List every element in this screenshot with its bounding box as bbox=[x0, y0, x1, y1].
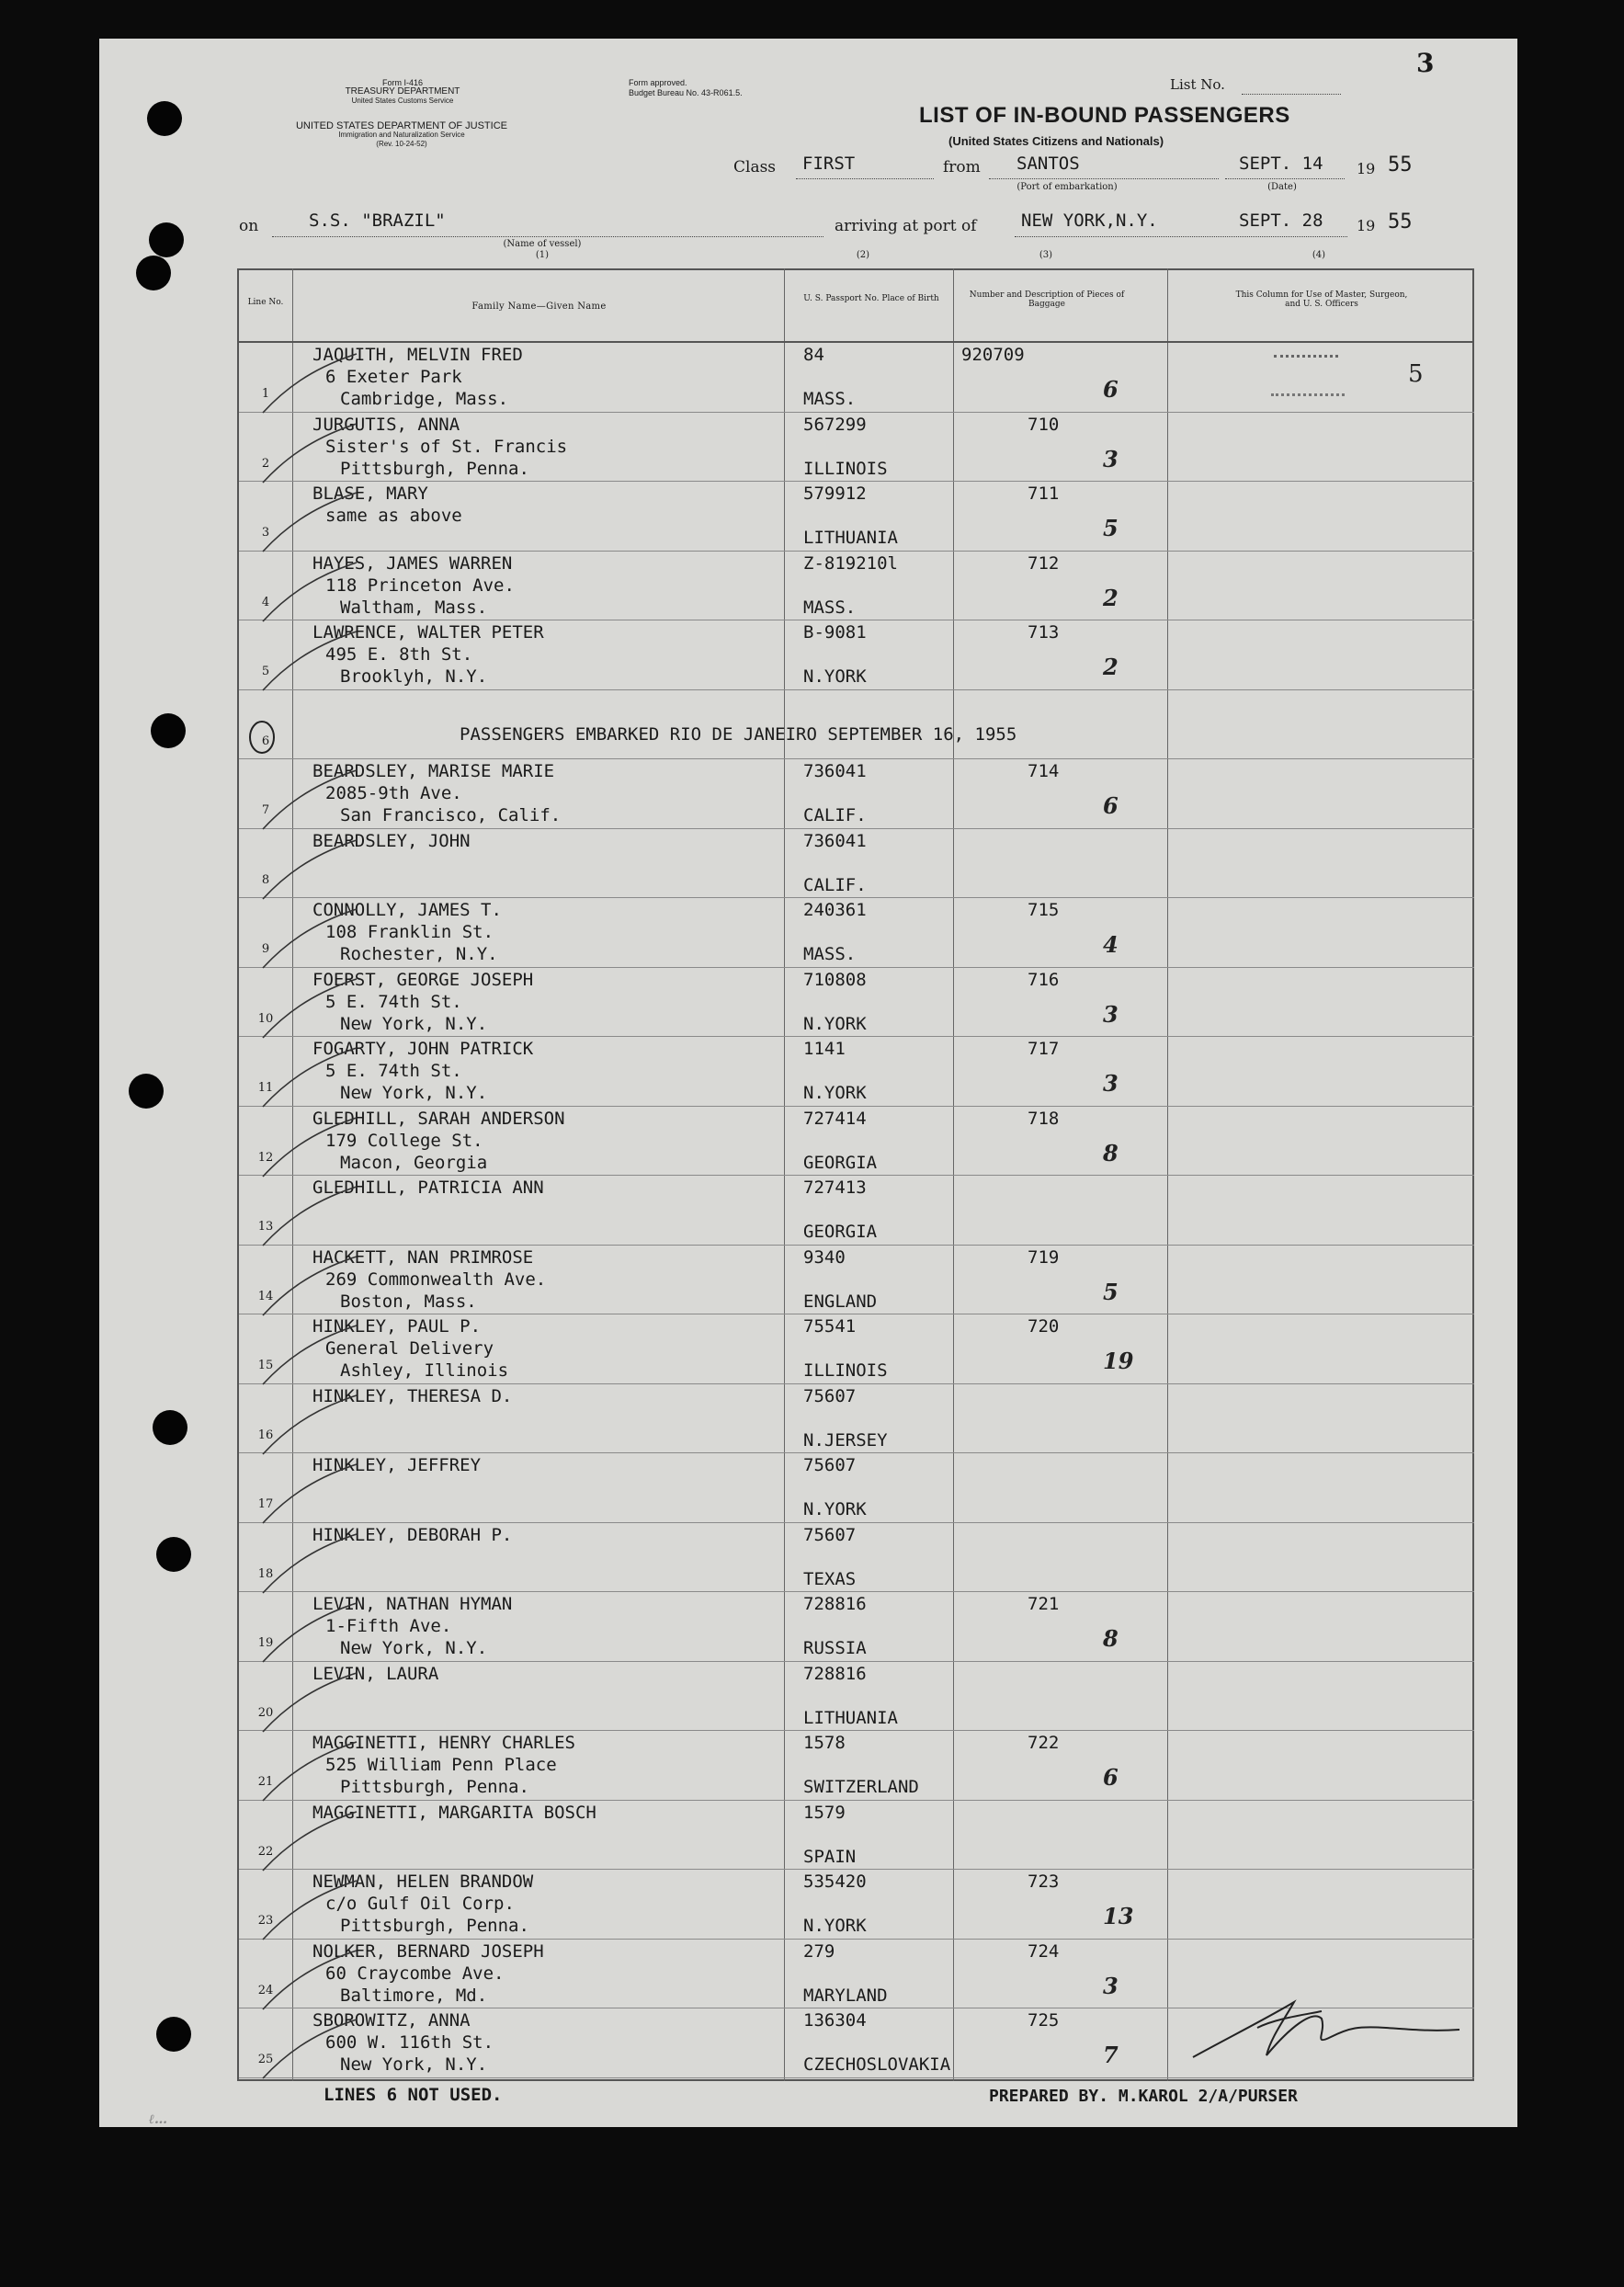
row-rule bbox=[239, 967, 1474, 968]
place-of-birth: ILLINOIS bbox=[803, 1360, 888, 1381]
from-value: SANTOS bbox=[1016, 154, 1080, 174]
passenger-address-line2: New York, N.Y. bbox=[340, 1083, 488, 1103]
passport-number: 727413 bbox=[803, 1178, 867, 1198]
passenger-name: FOGARTY, JOHN PATRICK bbox=[312, 1039, 534, 1059]
row-rule bbox=[239, 1591, 1474, 1592]
passenger-name: HAYES, JAMES WARREN bbox=[312, 552, 513, 574]
baggage-pieces: 6 bbox=[1103, 376, 1119, 403]
embark-note: PASSENGERS EMBARKED RIO DE JANEIRO SEPTEMBER 16, 1955 bbox=[460, 724, 1017, 745]
place-of-birth: MASS. bbox=[803, 389, 857, 409]
check-mark-icon bbox=[256, 1116, 366, 1180]
place-of-birth: ILLINOIS bbox=[803, 458, 888, 479]
line-number: 18 bbox=[257, 1566, 274, 1581]
baggage-pieces: 13 bbox=[1103, 1903, 1134, 1929]
row-rule bbox=[239, 1383, 1474, 1384]
place-of-birth: LITHUANIA bbox=[803, 528, 898, 548]
line-number: 12 bbox=[257, 1150, 274, 1165]
row-rule bbox=[239, 412, 1474, 413]
passenger-address-line2: New York, N.Y. bbox=[340, 1013, 488, 1034]
punch-hole bbox=[136, 256, 171, 290]
place-of-birth: RUSSIA bbox=[803, 1638, 867, 1658]
list-no-label: List No. bbox=[1170, 76, 1225, 93]
line-number: 6 bbox=[261, 734, 270, 748]
passenger-address-line1: 2085-9th Ave. bbox=[325, 783, 462, 803]
check-mark-icon bbox=[256, 1394, 366, 1458]
punch-hole bbox=[153, 1410, 187, 1445]
row-rule bbox=[239, 1452, 1474, 1453]
col-name: Family Name—Given Name bbox=[471, 302, 607, 312]
place-of-birth: N.YORK bbox=[803, 1499, 867, 1519]
baggage-number: 721 bbox=[1028, 1594, 1060, 1614]
check-mark-icon bbox=[256, 1462, 366, 1527]
depart-date: SEPT. 14 bbox=[1239, 154, 1323, 174]
place-of-birth: CALIF. bbox=[803, 874, 867, 895]
punch-hole bbox=[156, 1537, 191, 1572]
line-number: 24 bbox=[257, 1983, 274, 1997]
check-mark-icon bbox=[256, 1671, 366, 1735]
date-caption: (Date) bbox=[1267, 182, 1297, 192]
place-of-birth: N.YORK bbox=[803, 666, 867, 687]
passport-number: B-9081 bbox=[803, 622, 867, 643]
passenger-address-line1: 60 Craycombe Ave. bbox=[325, 1963, 505, 1984]
port-caption: (Port of embarkation) bbox=[1016, 182, 1118, 192]
caption-1: (1) bbox=[535, 250, 550, 260]
line-number: 5 bbox=[261, 665, 270, 678]
punch-hole bbox=[149, 222, 184, 257]
passport-number: 567299 bbox=[803, 414, 867, 435]
row-rule bbox=[239, 1800, 1474, 1801]
baggage-pieces: 5 bbox=[1103, 515, 1119, 541]
baggage-number: 712 bbox=[1028, 552, 1060, 574]
row-rule bbox=[239, 1661, 1474, 1662]
margin-scribble: ℓ… bbox=[149, 2112, 167, 2127]
line-number: 25 bbox=[257, 2053, 274, 2066]
line-number: 7 bbox=[261, 803, 270, 817]
baggage-number: 724 bbox=[1028, 1940, 1060, 1962]
check-mark-icon bbox=[256, 768, 366, 833]
passenger-name: GLEDHILL, SARAH ANDERSON bbox=[312, 1108, 565, 1129]
passport-number: 84 bbox=[803, 345, 824, 365]
punch-hole bbox=[151, 713, 186, 748]
line-number: 3 bbox=[261, 526, 270, 540]
on-label: on bbox=[239, 217, 259, 235]
passenger-name: BEARDSLEY, JOHN bbox=[312, 830, 471, 851]
place-of-birth: SWITZERLAND bbox=[803, 1777, 919, 1797]
baggage-number: 710 bbox=[1028, 414, 1060, 435]
passenger-address-line2: Waltham, Mass. bbox=[340, 597, 488, 618]
passenger-name: BEARDSLEY, MARISE MARIE bbox=[312, 761, 555, 781]
check-mark-icon bbox=[256, 1255, 366, 1319]
place-of-birth: TEXAS bbox=[803, 1568, 857, 1589]
page-title: LIST OF IN-BOUND PASSENGERS bbox=[919, 103, 1290, 128]
row-rule bbox=[239, 481, 1474, 482]
date-underline bbox=[1225, 178, 1345, 179]
officer-stamp-smudge bbox=[1274, 355, 1338, 361]
passenger-address-line2: Brooklyh, N.Y. bbox=[340, 666, 488, 687]
class-underline bbox=[796, 178, 934, 179]
passenger-name: HACKETT, NAN PRIMROSE bbox=[312, 1246, 534, 1268]
baggage-pieces: 8 bbox=[1103, 1625, 1119, 1652]
passenger-name: SBOROWITZ, ANNA bbox=[312, 2010, 471, 2031]
passport-number: 1579 bbox=[803, 1802, 846, 1823]
class-value: FIRST bbox=[802, 154, 856, 174]
line-number: 11 bbox=[257, 1081, 274, 1095]
baggage-pieces: 19 bbox=[1103, 1348, 1134, 1374]
baggage-number: 715 bbox=[1028, 900, 1060, 920]
passenger-name: GLEDHILL, PATRICIA ANN bbox=[312, 1178, 544, 1198]
check-mark-icon bbox=[256, 907, 366, 972]
line-number: 4 bbox=[261, 595, 270, 609]
passenger-address-line1: 179 College St. bbox=[325, 1130, 483, 1151]
punch-hole bbox=[147, 101, 182, 136]
passenger-address-line2: San Francisco, Calif. bbox=[340, 805, 562, 825]
passport-number: 728816 bbox=[803, 1594, 867, 1614]
arrival-port: NEW YORK,N.Y. bbox=[1021, 210, 1158, 231]
passport-number: 136304 bbox=[803, 2010, 867, 2031]
line-number: 19 bbox=[257, 1636, 274, 1650]
check-mark-icon bbox=[256, 2018, 366, 2082]
passport-number: 710808 bbox=[803, 969, 867, 990]
check-mark-icon bbox=[256, 1185, 366, 1249]
line-number: 20 bbox=[257, 1705, 274, 1720]
passenger-address-line2: Ashley, Illinois bbox=[340, 1360, 509, 1381]
check-mark-icon bbox=[256, 1879, 366, 1943]
passenger-name: LEVIN, LAURA bbox=[312, 1663, 439, 1684]
passenger-address-line2: Pittsburgh, Penna. bbox=[340, 458, 529, 479]
baggage-pieces: 5 bbox=[1103, 1278, 1119, 1305]
check-mark-icon bbox=[256, 1532, 366, 1597]
passenger-name: HINKLEY, JEFFREY bbox=[312, 1455, 482, 1475]
passport-number: 75607 bbox=[803, 1455, 857, 1475]
check-mark-icon bbox=[256, 1810, 366, 1874]
line-number: 22 bbox=[257, 1844, 274, 1859]
place-of-birth: GEORGIA bbox=[803, 1152, 878, 1173]
passenger-name: BLASE, MARY bbox=[312, 484, 428, 504]
passenger-address-line1: 6 Exeter Park bbox=[325, 367, 462, 387]
passport-number: 736041 bbox=[803, 830, 867, 851]
baggage-number: 711 bbox=[1028, 484, 1060, 504]
vessel-name: S.S. "BRAZIL" bbox=[309, 210, 446, 231]
check-mark-icon bbox=[256, 1046, 366, 1110]
passport-number: 579912 bbox=[803, 484, 867, 504]
row-rule bbox=[239, 1245, 1474, 1246]
baggage-pieces: 3 bbox=[1103, 445, 1119, 472]
form-block: Form I-416 TREASURY DEPARTMENT United States Customs Service bbox=[345, 78, 460, 105]
passport-number: 535420 bbox=[803, 1872, 867, 1892]
row-rule bbox=[239, 1730, 1474, 1731]
signature-icon bbox=[1175, 1991, 1469, 2065]
col-officers: This Column for Use of Master, Surgeon, and U. S. Officers bbox=[1235, 290, 1408, 309]
passenger-address-line2: Rochester, N.Y. bbox=[340, 944, 498, 964]
passport-number: 736041 bbox=[803, 761, 867, 781]
row-rule bbox=[239, 1522, 1474, 1523]
line-number: 15 bbox=[257, 1359, 274, 1372]
check-mark-icon bbox=[256, 838, 366, 903]
line-number: 2 bbox=[261, 456, 270, 471]
col-baggage: Number and Description of Pieces of Baggage bbox=[969, 290, 1125, 309]
baggage-pieces: 6 bbox=[1103, 1764, 1119, 1791]
line-number: 14 bbox=[257, 1289, 274, 1303]
baggage-pieces: 7 bbox=[1103, 2042, 1119, 2068]
place-of-birth: MASS. bbox=[803, 944, 857, 964]
row-rule bbox=[239, 828, 1474, 829]
baggage-pieces: 4 bbox=[1103, 931, 1119, 958]
arrival-underline bbox=[1015, 236, 1347, 237]
line-number: 16 bbox=[257, 1428, 274, 1442]
passenger-address-line2: Boston, Mass. bbox=[340, 1291, 477, 1312]
row-rule bbox=[239, 2077, 1474, 2078]
caption-4: (4) bbox=[1312, 250, 1326, 260]
arriving-label: arriving at port of bbox=[835, 217, 977, 235]
passenger-address-line1: 525 William Penn Place bbox=[325, 1755, 557, 1775]
line-number: 23 bbox=[257, 1914, 274, 1928]
row-rule bbox=[239, 1939, 1474, 1940]
passenger-address-line2: Macon, Georgia bbox=[340, 1152, 488, 1173]
line-number: 1 bbox=[261, 387, 270, 401]
baggage-number: 720 bbox=[1028, 1316, 1060, 1337]
circle-mark-icon bbox=[244, 717, 281, 757]
passenger-address-line1: 1-Fifth Ave. bbox=[325, 1616, 452, 1636]
passenger-name: NOLKER, BERNARD JOSEPH bbox=[312, 1940, 544, 1962]
passenger-name: LEVIN, NATHAN HYMAN bbox=[312, 1594, 513, 1614]
check-mark-icon bbox=[256, 977, 366, 1041]
year-prefix-2: 19 bbox=[1357, 217, 1376, 234]
check-mark-icon bbox=[256, 352, 366, 416]
header-rule bbox=[237, 341, 1474, 343]
class-label: Class bbox=[733, 158, 777, 176]
footer-left-note: LINES 6 NOT USED. bbox=[324, 2085, 503, 2105]
passenger-name: JAQUITH, MELVIN FRED bbox=[312, 345, 523, 365]
line-number: 17 bbox=[257, 1497, 274, 1511]
passport-number: 279 bbox=[803, 1940, 835, 1962]
place-of-birth: N.JERSEY bbox=[803, 1429, 888, 1451]
passenger-address-line1: General Delivery bbox=[325, 1338, 494, 1359]
arrival-date: SEPT. 28 bbox=[1239, 210, 1323, 231]
place-of-birth: MARYLAND bbox=[803, 1985, 888, 2006]
row-rule bbox=[239, 1869, 1474, 1870]
manifest-page bbox=[99, 39, 1517, 2127]
passport-number: 727414 bbox=[803, 1108, 867, 1129]
place-of-birth: ENGLAND bbox=[803, 1291, 878, 1312]
col-passport: U. S. Passport No. Place of Birth bbox=[803, 294, 939, 303]
row-rule bbox=[239, 1036, 1474, 1037]
check-mark-icon bbox=[256, 422, 366, 486]
line-number: 13 bbox=[257, 1220, 274, 1234]
row-rule bbox=[239, 1175, 1474, 1176]
baggage-number: 725 bbox=[1028, 2010, 1060, 2031]
vessel-underline bbox=[272, 236, 823, 237]
from-label: from bbox=[943, 158, 981, 176]
place-of-birth: N.YORK bbox=[803, 1013, 867, 1034]
place-of-birth: N.YORK bbox=[803, 1916, 867, 1936]
row-rule bbox=[239, 689, 1474, 690]
officer-mark: 5 bbox=[1408, 360, 1424, 388]
baggage-number: 719 bbox=[1028, 1246, 1060, 1268]
passport-number: 1578 bbox=[803, 1733, 846, 1753]
baggage-pieces: 3 bbox=[1103, 1972, 1119, 1999]
passenger-address-line1: 5 E. 74th St. bbox=[325, 991, 462, 1012]
check-mark-icon bbox=[256, 491, 366, 555]
approval-note: Form approved. Budget Bureau No. 43-R061.5. bbox=[629, 78, 743, 97]
passport-number: 75607 bbox=[803, 1524, 857, 1545]
baggage-number: 718 bbox=[1028, 1108, 1060, 1129]
line-number: 10 bbox=[257, 1011, 274, 1026]
passenger-address-line1: same as above bbox=[325, 506, 462, 526]
passenger-name: HINKLEY, DEBORAH P. bbox=[312, 1524, 513, 1545]
baggage-number: 713 bbox=[1028, 622, 1060, 643]
place-of-birth: SPAIN bbox=[803, 1846, 857, 1867]
row-rule bbox=[239, 897, 1474, 898]
list-number: 3 bbox=[1416, 48, 1435, 78]
place-of-birth: MASS. bbox=[803, 597, 857, 618]
passport-number: 75607 bbox=[803, 1385, 857, 1406]
passport-number: 1141 bbox=[803, 1039, 846, 1059]
footer-prepared-by: PREPARED BY. M.KAROL 2/A/PURSER bbox=[989, 2087, 1298, 2106]
passenger-address-line2: New York, N.Y. bbox=[340, 1638, 488, 1658]
passenger-name: JURGUTIS, ANNA bbox=[312, 414, 460, 435]
row-rule bbox=[239, 758, 1474, 759]
check-mark-icon bbox=[256, 1324, 366, 1388]
from-underline bbox=[989, 178, 1219, 179]
place-of-birth: CALIF. bbox=[803, 805, 867, 825]
vessel-caption: (Name of vessel) bbox=[503, 239, 582, 249]
place-of-birth: LITHUANIA bbox=[803, 1707, 898, 1728]
check-mark-icon bbox=[256, 561, 366, 625]
check-mark-icon bbox=[256, 1740, 366, 1804]
passport-number: 9340 bbox=[803, 1246, 846, 1268]
page-subtitle: (United States Citizens and Nationals) bbox=[948, 134, 1164, 148]
passenger-name: NEWMAN, HELEN BRANDOW bbox=[312, 1872, 534, 1892]
passenger-address-line2: Cambridge, Mass. bbox=[340, 389, 509, 409]
passenger-name: FOERST, GEORGE JOSEPH bbox=[312, 969, 534, 990]
officer-stamp-smudge bbox=[1271, 393, 1345, 400]
arrival-year: 55 bbox=[1388, 210, 1413, 233]
row-rule bbox=[239, 551, 1474, 552]
line-number: 8 bbox=[261, 872, 270, 887]
passenger-name: CONNOLLY, JAMES T. bbox=[312, 900, 502, 920]
passenger-address-line1: 108 Franklin St. bbox=[325, 922, 494, 942]
passenger-address-line1: 269 Commonwealth Ave. bbox=[325, 1269, 547, 1290]
line-number: 9 bbox=[261, 942, 270, 956]
passenger-address-line1: 495 E. 8th St. bbox=[325, 644, 473, 665]
passenger-address-line1: Sister's of St. Francis bbox=[325, 436, 568, 457]
passenger-address-line1: 118 Princeton Ave. bbox=[325, 575, 515, 596]
passenger-address-line2: Pittsburgh, Penna. bbox=[340, 1916, 529, 1936]
year-prefix: 19 bbox=[1357, 160, 1376, 177]
baggage-pieces: 3 bbox=[1103, 1000, 1119, 1028]
passenger-name: MAGGINETTI, HENRY CHARLES bbox=[312, 1733, 575, 1753]
baggage-number: 722 bbox=[1028, 1733, 1060, 1753]
check-mark-icon bbox=[256, 1949, 366, 2013]
justice-block: UNITED STATES DEPARTMENT OF JUSTICE Immigration and Naturalization Service (Rev. 10-24-52) bbox=[295, 120, 507, 148]
passport-number: Z-819210l bbox=[803, 552, 898, 574]
passenger-name: HINKLEY, PAUL P. bbox=[312, 1316, 482, 1337]
passenger-name: HINKLEY, THERESA D. bbox=[312, 1385, 513, 1406]
baggage-number: 920709 bbox=[961, 345, 1025, 365]
baggage-pieces: 3 bbox=[1103, 1070, 1119, 1097]
caption-2: (2) bbox=[856, 250, 870, 260]
line-number: 21 bbox=[257, 1775, 274, 1789]
passenger-name: MAGGINETTI, MARGARITA BOSCH bbox=[312, 1802, 596, 1823]
punch-hole bbox=[129, 1074, 164, 1109]
passenger-address-line1: c/o Gulf Oil Corp. bbox=[325, 1894, 515, 1914]
baggage-number: 714 bbox=[1028, 761, 1060, 781]
passport-number: 728816 bbox=[803, 1663, 867, 1684]
list-no-line bbox=[1242, 94, 1341, 95]
passenger-address-line2: Pittsburgh, Penna. bbox=[340, 1777, 529, 1797]
passenger-address-line2: Baltimore, Md. bbox=[340, 1985, 488, 2006]
row-rule bbox=[239, 1106, 1474, 1107]
passenger-name: LAWRENCE, WALTER PETER bbox=[312, 622, 544, 643]
check-mark-icon bbox=[256, 1601, 366, 1666]
baggage-number: 723 bbox=[1028, 1872, 1060, 1892]
baggage-number: 717 bbox=[1028, 1039, 1060, 1059]
check-mark-icon bbox=[256, 630, 366, 694]
baggage-pieces: 8 bbox=[1103, 1139, 1119, 1166]
place-of-birth: GEORGIA bbox=[803, 1222, 878, 1242]
baggage-pieces: 2 bbox=[1103, 654, 1119, 680]
passenger-address-line1: 5 E. 74th St. bbox=[325, 1061, 462, 1081]
baggage-pieces: 6 bbox=[1103, 792, 1119, 819]
baggage-number: 716 bbox=[1028, 969, 1060, 990]
passenger-address-line1: 600 W. 116th St. bbox=[325, 2032, 494, 2053]
place-of-birth: CZECHOSLOVAKIA bbox=[803, 2054, 951, 2075]
baggage-pieces: 2 bbox=[1103, 584, 1119, 611]
depart-year: 55 bbox=[1388, 154, 1413, 176]
passenger-address-line2: New York, N.Y. bbox=[340, 2054, 488, 2075]
passport-number: 75541 bbox=[803, 1316, 857, 1337]
place-of-birth: N.YORK bbox=[803, 1083, 867, 1103]
passport-number: 240361 bbox=[803, 900, 867, 920]
caption-3: (3) bbox=[1039, 250, 1053, 260]
col-line-no: Line No. bbox=[247, 298, 284, 307]
punch-hole bbox=[156, 2017, 191, 2052]
